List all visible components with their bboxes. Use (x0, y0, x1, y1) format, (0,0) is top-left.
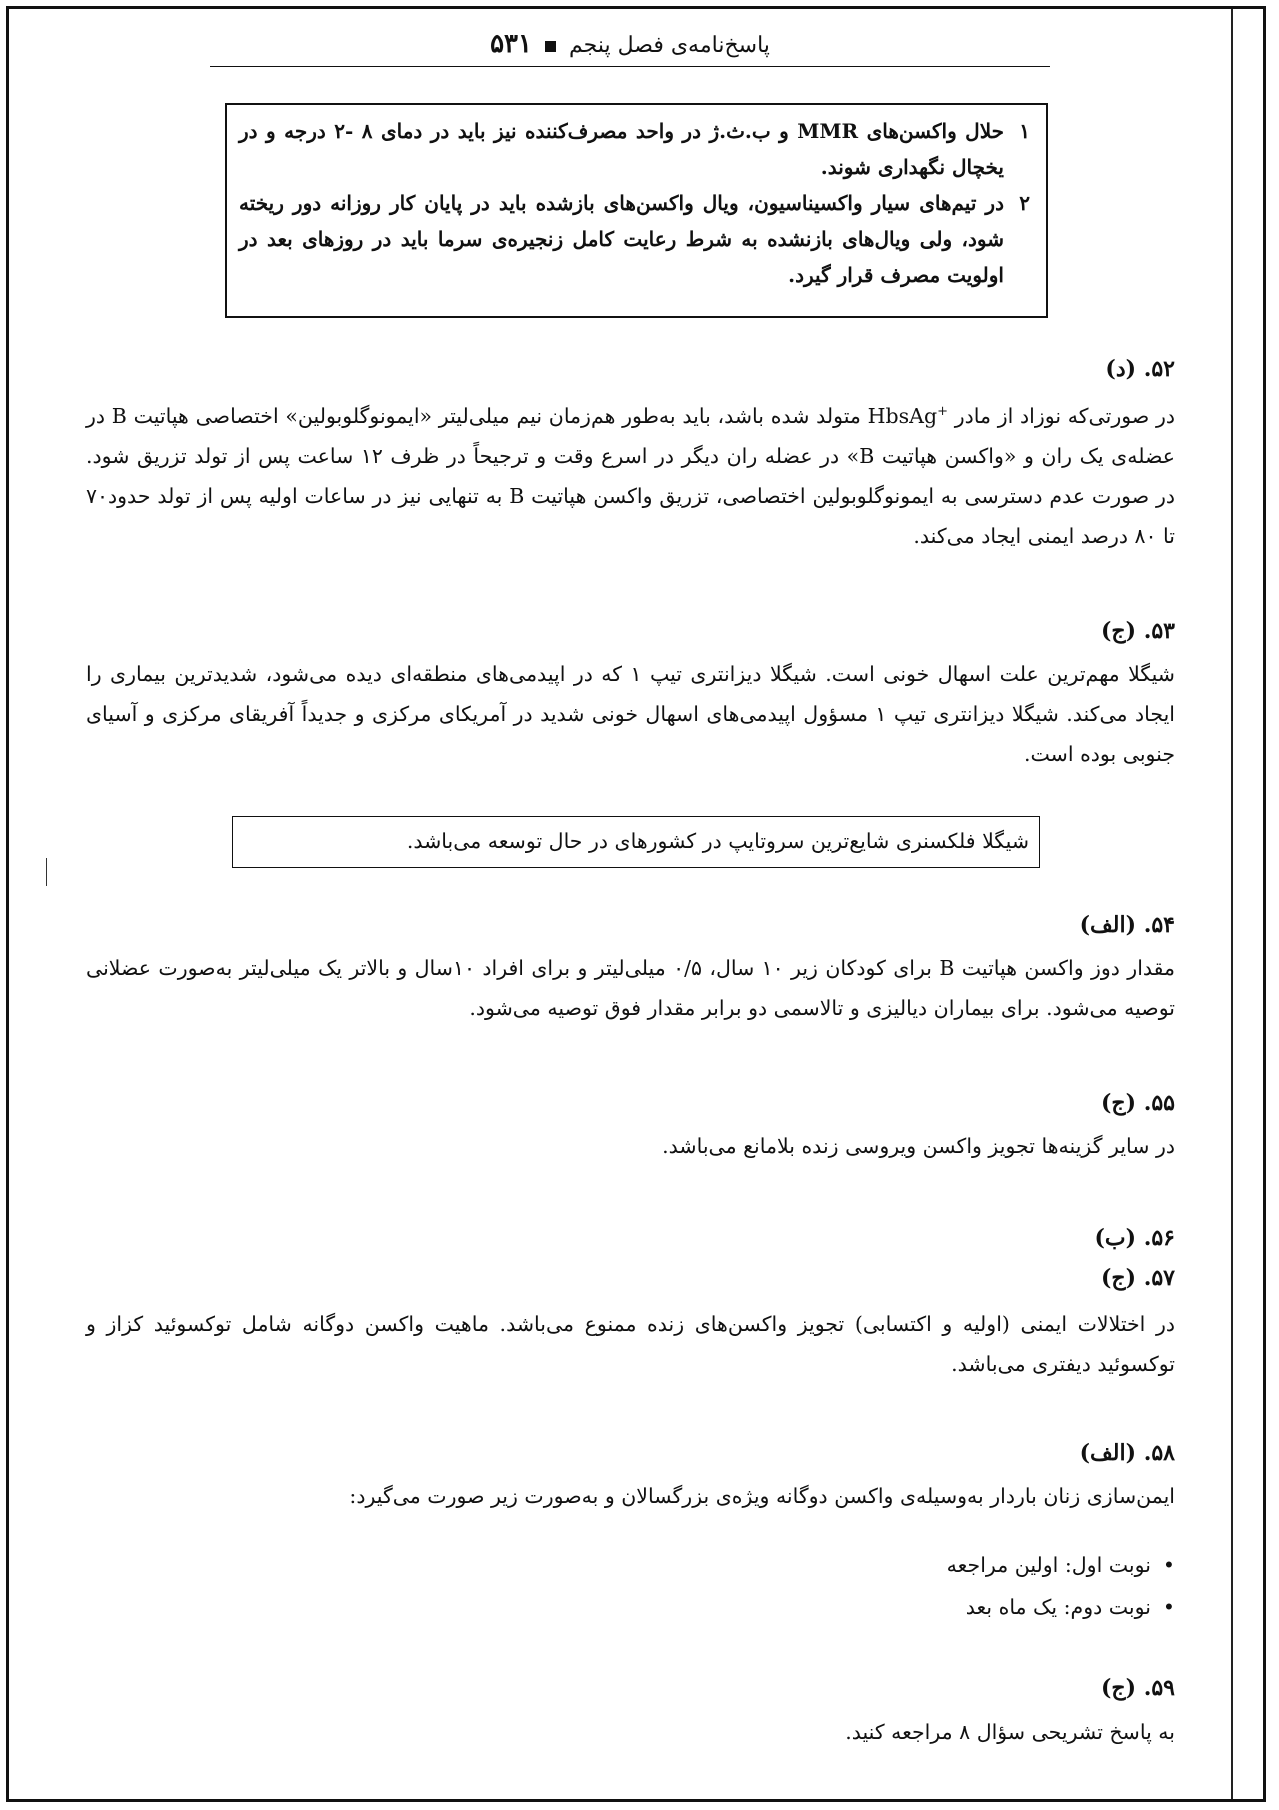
square-bullet-icon (545, 41, 556, 52)
running-header (210, 22, 1050, 67)
note-text: در تیم‌های سیار واکسیناسیون، ویال واکسن‌های بازشده باید در پایان کار روزانه دور ریخته شود، ولی ویال‌های بازنشده به شرط رعایت کامل زنجیره‌ی سرما باید در روزهای بعد در اولویت مصرف قرار گیرد. (239, 191, 1004, 287)
notes-box (225, 103, 1048, 318)
answer-label-59: ۵۹. (ج) (1101, 1675, 1175, 1701)
note-item (239, 185, 1030, 293)
answer-text-58: ایمن‌سازی زنان باردار به‌وسیله‌ی واکسن دوگانه ویژه‌ی بزرگسالان و به‌صورت زیر صورت می‌گیرد: (349, 1484, 1175, 1508)
note-item (239, 113, 1030, 185)
list-item: • نوبت دوم: یک ماه بعد (947, 1586, 1175, 1628)
answer-label-54: ۵۴. (الف) (1079, 912, 1175, 938)
answer-label-55: ۵۵. (ج) (1101, 1090, 1175, 1116)
page-number: ۵۳۱ (490, 29, 532, 59)
text-part: متولد شده باشد، باید به‌طور هم‌زمان نیم میلی‌لیتر «ایمونوگلوبولین» اختصاصی هپاتیت B در عضله‌ی یک ران و «واکسن هپاتیت B» در عضله ران دیگر در اسرع وقت و ترجیحاً در ظرف ۱۲ ساعت پس از تولد تزریق شود. در صورت عدم دسترسی به ایمونوگلوبولین اختصاصی، تزریق واکسن هپاتیت B به تنهایی نیز در ساعات اولیه پس از تولد حدود۷۰ تا ۸۰ درصد ایمنی ایجاد می‌کند. (86, 403, 1175, 548)
answer-text-54: مقدار دوز واکسن هپاتیت B برای کودکان زیر ۱۰ سال، ۰/۵ میلی‌لیتر و برای افراد ۱۰سال و بالاتر یک میلی‌لیتر به‌صورت عضلانی توصیه می‌شود. برای بیماران دیالیزی و تالاسمی دو برابر مقدار فوق توصیه می‌شود. (86, 956, 1175, 1020)
margin-mark (46, 858, 47, 886)
answer-text-55: در سایر گزینه‌ها تجویز واکسن ویروسی زنده بلامانع می‌باشد. (662, 1134, 1175, 1158)
answer-text-59: به پاسخ تشریحی سؤال ۸ مراجعه کنید. (845, 1720, 1175, 1744)
answer-text-52 (86, 392, 1175, 556)
answer-text-57: در اختلالات ایمنی (اولیه و اکتسابی) تجویز واکسن‌های زنده ممنوع می‌باشد. ماهیت واکسن دوگانه شامل توکسوئید کزاز و توکسوئید دیفتری می‌باشد. (86, 1312, 1175, 1376)
answer-label-53: ۵۳. (ج) (1101, 618, 1175, 644)
hbsag-label: HbsAg (867, 403, 938, 428)
highlight-box: شیگلا فلکسنری شایع‌ترین سروتایپ در کشورهای در حال توسعه می‌باشد. (232, 816, 1040, 868)
note-number: ۲ (1019, 191, 1030, 215)
note-number: ۱ (1019, 119, 1030, 143)
answer-label-56: ۵۶. (ب) (1094, 1225, 1175, 1251)
list-item: • نوبت اول: اولین مراجعه (947, 1544, 1175, 1586)
hbsag-term (868, 404, 948, 428)
answer-label-57: ۵۷. (ج) (1101, 1265, 1175, 1291)
bullet-list (947, 1544, 1175, 1628)
answer-label-52: ۵۲. (د) (1105, 356, 1175, 382)
header-title: پاسخ‌نامه‌ی فصل پنجم (568, 33, 770, 58)
answer-label-58: ۵۸. (الف) (1079, 1440, 1175, 1466)
text-part: در صورتی‌که نوزاد از مادر (948, 403, 1176, 428)
note-text: حلال واکسن‌های MMR و ب.ث.ژ در واحد مصرف‌کننده نیز باید در دمای ۸ -۲ درجه و در یخچال نگهداری شوند. (239, 119, 1005, 179)
answer-text-53: شیگلا مهم‌ترین علت اسهال خونی است. شیگلا دیزانتری تیپ ۱ که در اپیدمی‌های منطقه‌ای دیده می‌شود، شدیدترین بیماری را ایجاد می‌کند. شیگلا دیزانتری تیپ ۱ مسؤول اپیدمی‌های اسهال خونی شدید در آمریکای مرکزی و جدیداً آفریقای مرکزی و آسیای جنوبی بوده است. (86, 662, 1175, 766)
margin-rule (1231, 9, 1233, 1799)
hbsag-sup: + (937, 404, 949, 419)
